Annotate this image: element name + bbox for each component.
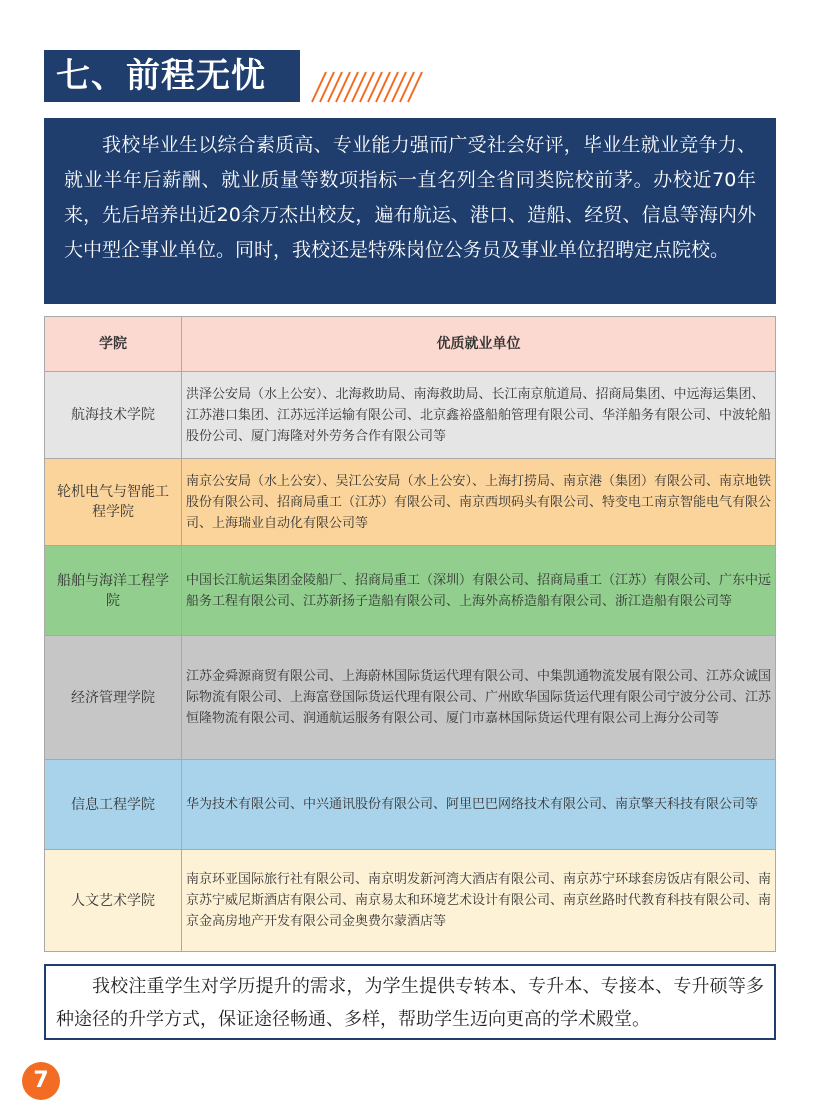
section-title-box <box>44 50 300 102</box>
row-college: 经济管理学院 <box>45 636 182 760</box>
row-college: 航海技术学院 <box>45 372 182 459</box>
row-units: 江苏金舜源商贸有限公司、上海蔚林国际货运代理有限公司、中集凯通物流发展有限公司、江苏众诚国际物流有限公司、上海富登国际货运代理有限公司、广州欧华国际货运代理有限公司宁波分公司、江苏恒隆物流有限公司、润通航运服务有限公司、厦门市嘉林国际货运代理有限公司上海分公司等 <box>182 636 775 760</box>
table-header-units: 优质就业单位 <box>182 317 775 372</box>
row-units: 南京公安局（水上公安）、吴江公安局（水上公安）、上海打捞局、南京港（集团）有限公司、南京地铁股份有限公司、招商局重工（江苏）有限公司、南京西坝码头有限公司、特变电工南京智能电气有限公司、上海瑞业自动化有限公司等 <box>182 459 775 546</box>
row-college: 船舶与海洋工程学院 <box>45 546 182 636</box>
row-college: 人文艺术学院 <box>45 850 182 951</box>
intro-paragraph: 我校毕业生以综合素质高、专业能力强而广受社会好评，毕业生就业竞争力、就业半年后薪酬、就业质量等数项指标一直名列全省同类院校前茅。办校近70年来，先后培养出近20余万杰出校友，遍布航运、港口、造船、经贸、信息等海内外大中型企事业单位。同时，我校还是特殊岗位公务员及事业单位招聘定点院校。 <box>44 118 776 304</box>
row-units: 南京环亚国际旅行社有限公司、南京明发新河湾大酒店有限公司、南京苏宁环球套房饭店有限公司、南京苏宁威尼斯酒店有限公司、南京易太和环境艺术设计有限公司、南京丝路时代教育科技有限公司、南京金高房地产开发有限公司金奥费尔蒙酒店等 <box>182 850 775 951</box>
table-header-college: 学院 <box>45 317 182 372</box>
row-units: 华为技术有限公司、中兴通讯股份有限公司、阿里巴巴网络技术有限公司、南京擎天科技有限公司等 <box>182 760 775 850</box>
row-college: 轮机电气与智能工程学院 <box>45 459 182 546</box>
employment-table <box>44 316 776 952</box>
section-title: 七、前程无忧 <box>56 56 266 96</box>
row-units: 中国长江航运集团金陵船厂、招商局重工（深圳）有限公司、招商局重工（江苏）有限公司、广东中远船务工程有限公司、江苏新扬子造船有限公司、上海外高桥造船有限公司、浙江造船有限公司等 <box>182 546 775 636</box>
row-units: 洪泽公安局（水上公安）、北海救助局、南海救助局、长江南京航道局、招商局集团、中远海运集团、江苏港口集团、江苏远洋运输有限公司、北京鑫裕盛船舶管理有限公司、华洋船务有限公司、中波轮船股份公司、厦门海隆对外劳务合作有限公司等 <box>182 372 775 459</box>
bottom-note: 我校注重学生对学历提升的需求，为学生提供专转本、专升本、专接本、专升硕等多种途径的升学方式，保证途径畅通、多样，帮助学生迈向更高的学术殿堂。 <box>44 964 776 1040</box>
decorative-stripes <box>306 70 426 104</box>
row-college: 信息工程学院 <box>45 760 182 850</box>
page-number: 7 <box>22 1062 60 1100</box>
